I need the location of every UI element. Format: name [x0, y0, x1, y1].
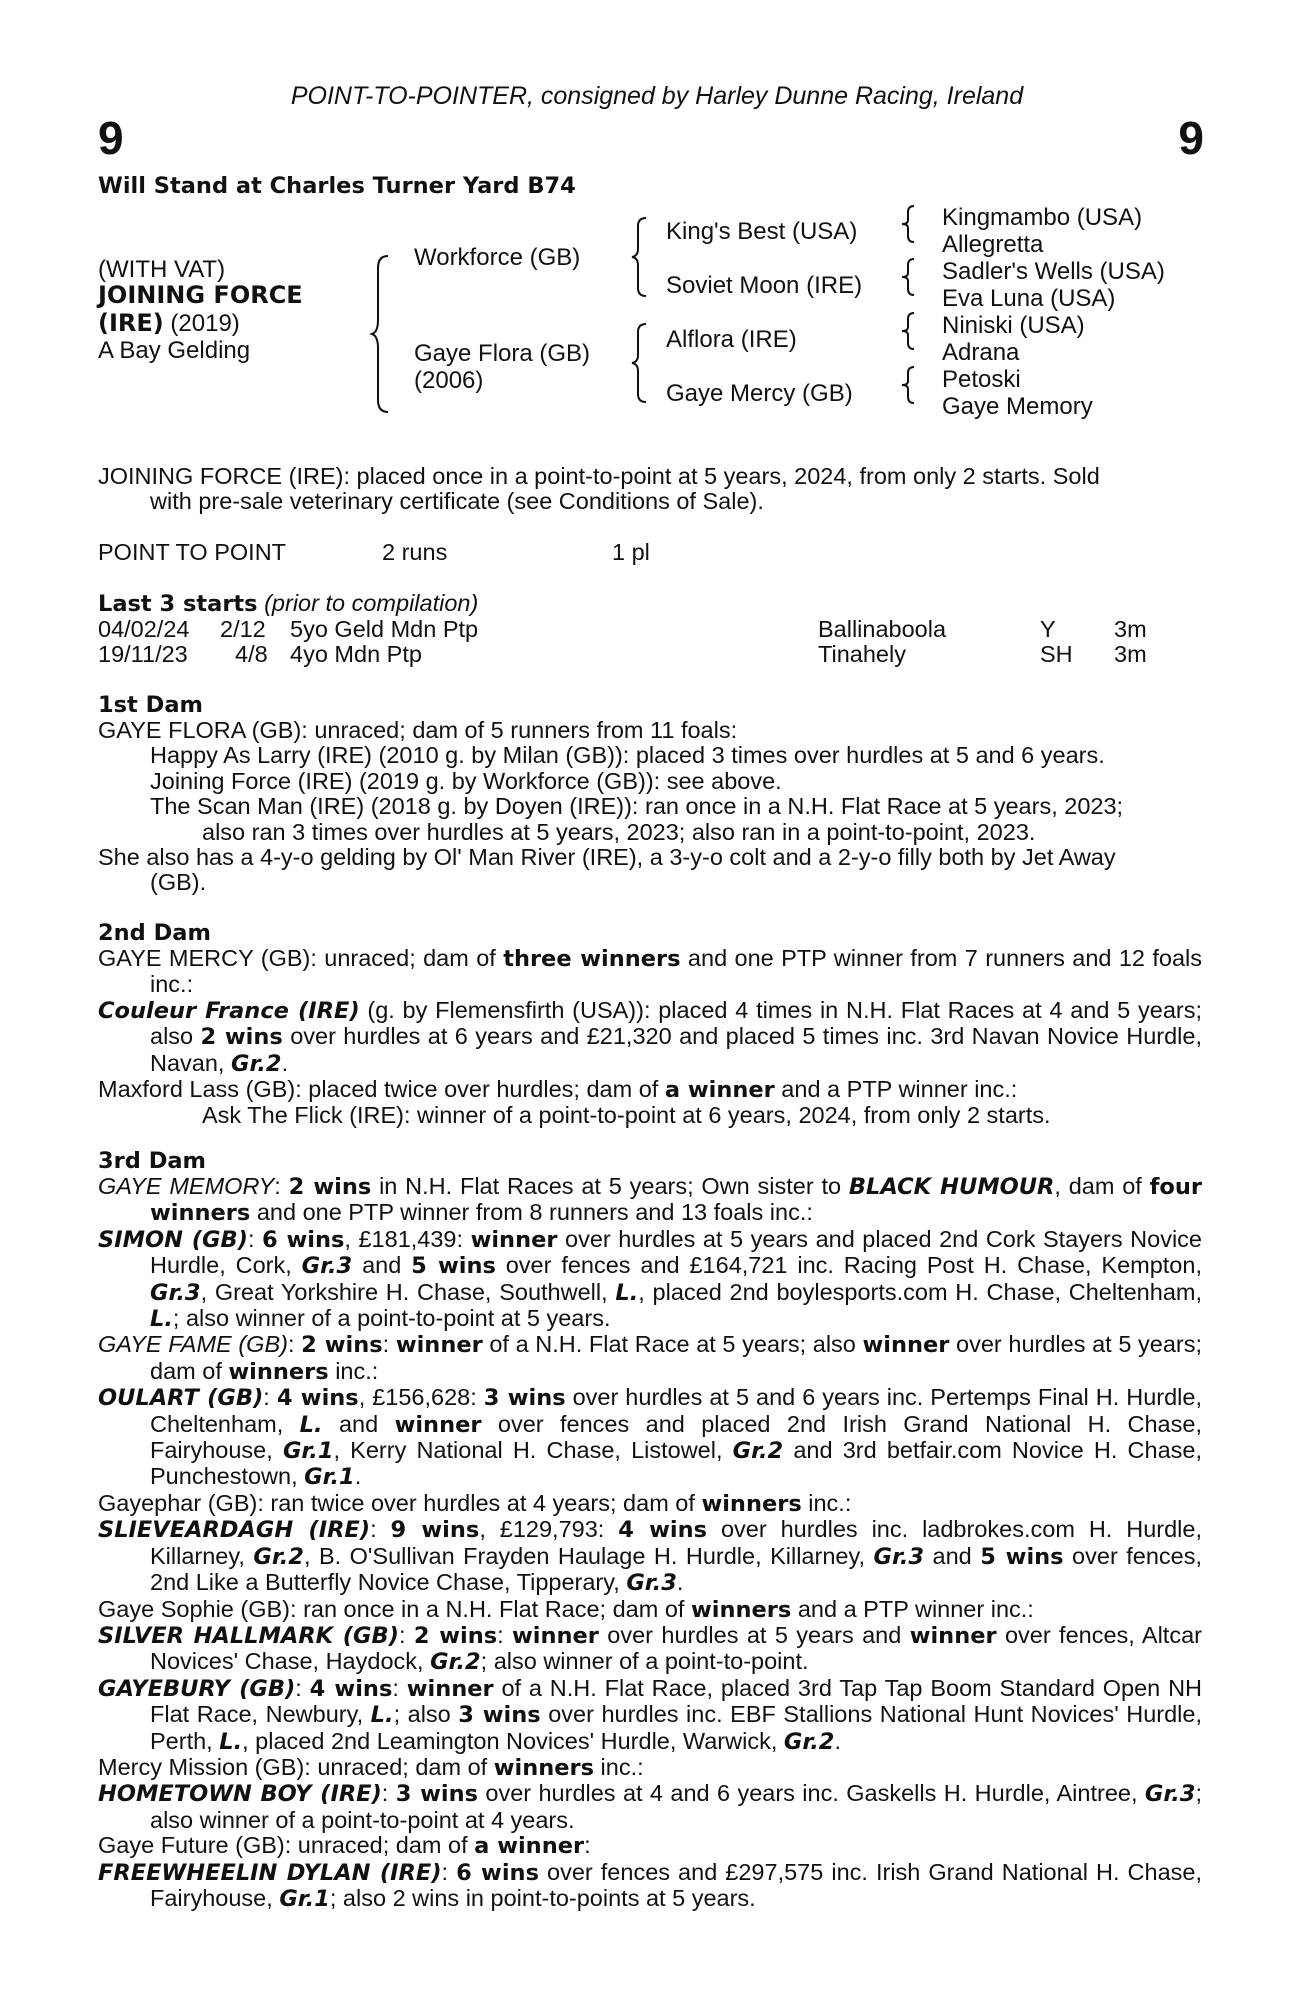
text: over fences and £297,575 inc. Irish Grand National H. Chase, Fairyhouse, — [150, 1858, 1202, 1911]
text: Gaye Sophie (GB): ran once in a N.H. Flat Race; dam of — [98, 1595, 691, 1622]
text: . — [676, 1569, 684, 1596]
text: and 3rd betfair.com Novice H. Chase, Punchestown, — [150, 1437, 1202, 1490]
progeny-gaye-sophie — [98, 1597, 1202, 1623]
lot-number-right: 9 — [1178, 112, 1204, 164]
grade: Gr.1 — [279, 1885, 330, 1912]
horse-name: FREEWHEELIN DYLAN (IRE) — [98, 1859, 442, 1886]
text: in N.H. Flat Races at 5 years; Own sister to — [371, 1173, 849, 1199]
grandprogeny-hometown-boy — [98, 1781, 1202, 1833]
horse-name: OULART (GB) — [98, 1385, 264, 1412]
first-dam-progeny: The Scan Man (IRE) (2018 g. by Doyen (IRE)): ran once in a N.H. Flat Race at 5 years, 2023; — [150, 793, 1124, 820]
pedigree-brace-sd — [902, 257, 916, 297]
text-bold: 3 wins — [483, 1385, 566, 1412]
pedigree-sire-dam: Soviet Moon (IRE) — [666, 272, 863, 299]
text: : — [263, 1384, 277, 1411]
text-bold: 4 wins — [309, 1675, 393, 1702]
grade: Gr.2 — [430, 1649, 481, 1676]
start-position: 4/8 — [235, 641, 268, 667]
text: inc.: — [801, 1489, 852, 1516]
text: , Great Yorkshire H. Chase, Southwell, — [200, 1278, 616, 1305]
progeny-gayephar — [98, 1491, 1202, 1517]
text: , £181,439: — [344, 1225, 471, 1252]
horse-name: SLIEVEARDAGH (IRE) — [98, 1517, 371, 1544]
second-dam-progeny-maxford-lass — [98, 1077, 1202, 1103]
ptp-record-label: POINT TO POINT — [98, 539, 287, 565]
grade: Gr.3 — [626, 1570, 677, 1597]
text: : — [497, 1621, 513, 1648]
text: and a PTP winner inc.: — [791, 1595, 1034, 1622]
text: . — [281, 1049, 289, 1076]
pedigree-dsd: Adrana — [942, 339, 1020, 366]
third-dam-section — [98, 1174, 1202, 1912]
third-dam-heading: 3rd Dam — [98, 1148, 206, 1174]
pedigree-dam-year: (2006) — [414, 367, 484, 394]
text: : — [392, 1674, 407, 1701]
text: and — [924, 1542, 981, 1569]
text-bold: 6 wins — [456, 1859, 539, 1886]
horse-description: A Bay Gelding — [98, 337, 251, 364]
text-bold: winners — [493, 1754, 594, 1781]
text: over hurdles at 5 years and placed 2nd Cork Stayers Novice Hurdle, Cork, — [150, 1225, 1202, 1279]
text: , £156,628: — [358, 1384, 484, 1411]
text: : — [381, 1780, 396, 1807]
horse-name: SIMON (GB) — [98, 1226, 248, 1253]
text: of a N.H. Flat Race, placed 3rd Tap Tap Boom Standard Open NH Flat Race, Newbury, — [150, 1674, 1203, 1728]
first-dam-progeny: Joining Force (IRE) (2019 g. by Workforce (GB)): see above. — [150, 767, 782, 794]
grade: L. — [615, 1279, 639, 1306]
start-course: Ballinaboola — [818, 616, 947, 642]
grade: Gr.2 — [253, 1543, 304, 1570]
grandprogeny-silver-hallmark — [98, 1623, 1202, 1676]
text-bold: winner — [395, 1332, 483, 1359]
text-bold: winner — [406, 1675, 494, 1702]
text-bold: winner — [394, 1411, 482, 1438]
text: ; also winner of a point-to-point. — [480, 1648, 809, 1675]
start-course: Tinahely — [818, 641, 906, 667]
text-bold: winners — [228, 1358, 329, 1385]
start-distance: 3m — [1114, 641, 1147, 667]
start-going: Y — [1040, 616, 1056, 642]
text: . — [834, 1727, 841, 1754]
start-date: 19/11/23 — [98, 641, 188, 667]
text: : — [398, 1621, 414, 1648]
text-bold: 5 wins — [980, 1543, 1064, 1570]
ptp-record-runs: 2 runs — [382, 539, 448, 565]
first-dam-intro: GAYE FLORA (GB): unraced; dam of 5 runners from 11 foals: — [98, 717, 738, 743]
text: : — [274, 1173, 289, 1199]
text: : — [287, 1331, 302, 1358]
text-bold: four winners — [150, 1174, 1203, 1227]
horse-year: (2019) — [163, 310, 240, 337]
dam-name: GAYE MEMORY — [98, 1173, 275, 1199]
first-dam-other-foals: She also has a 4-y-o gelding by Ol' Man River (IRE), a 3-y-o colt and a 2-y-o filly both by Jet Away — [98, 844, 1116, 871]
text: ; also winner of a point-to-point at 5 years. — [172, 1305, 611, 1332]
summary-line: with pre-sale veterinary certificate (see Conditions of Sale). — [150, 488, 764, 515]
grade: L. — [370, 1702, 394, 1729]
text: over hurdles inc. EBF Stallions National Hunt Novices' Hurdle, Perth, — [150, 1701, 1202, 1754]
pedigree-dam-dam: Gaye Mercy (GB) — [666, 380, 853, 407]
text-bold: 3 wins — [458, 1702, 541, 1729]
text: over hurdles at 6 years and £21,320 and placed 5 times inc. 3rd Navan Novice Hurdle, Navan, — [150, 1023, 1202, 1076]
first-dam-section — [98, 718, 1202, 896]
pedigree-ddd: Gaye Memory — [942, 393, 1093, 420]
text: , placed 2nd boylesports.com H. Chase, Cheltenham, — [638, 1278, 1202, 1305]
pedigree-sire: Workforce (GB) — [414, 244, 581, 271]
horse-origin: (IRE) — [98, 309, 164, 337]
start-race: 5yo Geld Mdn Ptp — [290, 616, 479, 642]
pedigree-dam-sire: Alflora (IRE) — [666, 326, 797, 353]
pedigree-dds: Petoski — [942, 366, 1021, 393]
text-bold: 9 wins — [390, 1517, 480, 1544]
text: over hurdles at 5 years and — [598, 1621, 910, 1648]
pedigree-dam: Gaye Flora (GB) — [414, 340, 591, 367]
text: and — [352, 1252, 412, 1279]
text: GAYE MERCY (GB): unraced; dam of — [98, 945, 504, 971]
grandprogeny-ask-the-flick: Ask The Flick (IRE): winner of a point-to-point at 6 years, 2024, from only 2 starts. — [202, 1102, 1051, 1129]
vat-note: (WITH VAT) — [98, 256, 226, 283]
pedigree-sds: Sadler's Wells (USA) — [942, 258, 1165, 285]
start-race: 4yo Mdn Ptp — [290, 641, 422, 667]
third-dam-intro — [98, 1174, 1202, 1227]
start-date: 04/02/24 — [98, 616, 190, 642]
stand-location: Will Stand at Charles Turner Yard B74 — [98, 173, 576, 199]
text-bold: a winner — [474, 1833, 585, 1860]
text-bold: a winner — [664, 1077, 775, 1104]
start-position: 2/12 — [220, 616, 266, 642]
text-bold: 5 wins — [411, 1253, 496, 1280]
pedigree-brace-ss — [902, 204, 916, 244]
pedigree-brace-gen1 — [372, 254, 392, 414]
text: inc.: — [594, 1753, 644, 1780]
text: and one PTP winner from 7 runners and 12 foals inc.: — [150, 945, 1202, 998]
text: , placed 2nd Leamington Novices' Hurdle, Warwick, — [242, 1727, 784, 1754]
dam-name: GAYE FAME (GB) — [98, 1331, 288, 1358]
last-starts-heading — [98, 591, 478, 617]
horse-name: Couleur France (IRE) — [98, 997, 360, 1024]
text: : — [247, 1225, 263, 1252]
text: over hurdles inc. ladbrokes.com H. Hurdle, Killarney, — [150, 1516, 1202, 1569]
text-bold: winner — [909, 1622, 997, 1649]
grade: Gr.3 — [150, 1279, 201, 1306]
pedigree-brace-dd — [902, 365, 916, 405]
first-dam-progeny-cont: also ran 3 times over hurdles at 5 years, 2023; also ran in a point-to-point, 2023. — [202, 818, 1036, 845]
second-dam-intro — [98, 946, 1202, 998]
text: Maxford Lass (GB): placed twice over hurdles; dam of — [98, 1076, 665, 1103]
pedigree-ssd: Allegretta — [942, 231, 1044, 258]
horse-name: BLACK HUMOUR — [848, 1174, 1055, 1200]
grandprogeny-gayebury — [98, 1676, 1202, 1755]
horse-summary — [98, 464, 1202, 515]
horse-name: SILVER HALLMARK (GB) — [98, 1622, 399, 1649]
grandprogeny-oulart — [98, 1385, 1202, 1491]
text-bold: three winners — [503, 946, 681, 972]
text: inc.: — [328, 1357, 379, 1384]
progeny-mercy-mission — [98, 1755, 1202, 1781]
grade: L. — [150, 1306, 173, 1333]
grade: L. — [299, 1411, 323, 1438]
text: and a PTP winner inc.: — [774, 1076, 1018, 1103]
progeny-gaye-future — [98, 1833, 1202, 1859]
text-bold: winner — [470, 1226, 558, 1253]
pedigree-brace-dam — [632, 322, 648, 404]
grade: Gr.1 — [304, 1464, 355, 1491]
text: and one PTP winner from 8 runners and 13 foals inc.: — [250, 1199, 813, 1226]
page-header-title: POINT-TO-POINTER, consigned by Harley Dunne Racing, Ireland — [290, 82, 1024, 110]
pedigree-brace-sire — [632, 216, 648, 298]
text: : — [370, 1516, 391, 1543]
second-dam-progeny-couleur-france — [98, 998, 1202, 1077]
text: : — [295, 1674, 310, 1701]
progeny-gaye-fame — [98, 1332, 1202, 1385]
text: of a N.H. Flat Race at 5 years; also — [482, 1331, 863, 1358]
first-dam-heading: 1st Dam — [98, 692, 203, 718]
grade: Gr.3 — [873, 1543, 925, 1570]
text: ; also — [393, 1701, 459, 1728]
grade: Gr.2 — [783, 1728, 835, 1755]
text-bold: winners — [701, 1490, 802, 1517]
progeny-simon — [98, 1227, 1202, 1333]
text: Gayephar (GB): ran twice over hurdles at 4 years; dam of — [98, 1489, 702, 1516]
grade: Gr.2 — [732, 1438, 784, 1465]
start-distance: 3m — [1114, 616, 1147, 642]
pedigree-dss: Niniski (USA) — [942, 312, 1085, 339]
text: over fences and placed 2nd Irish Grand National H. Chase, Fairyhouse, — [150, 1410, 1202, 1464]
horse-name: GAYEBURY (GB) — [98, 1675, 296, 1702]
text: Gaye Future (GB): unraced; dam of — [98, 1832, 475, 1859]
last-starts-title: Last 3 starts — [98, 591, 258, 617]
grade: Gr.1 — [282, 1438, 334, 1465]
text: over hurdles at 4 and 6 years inc. Gaskells H. Hurdle, Aintree, — [477, 1780, 1145, 1807]
pedigree-sdd: Eva Luna (USA) — [942, 285, 1116, 312]
text: , £129,793: — [479, 1516, 619, 1543]
text-bold: winners — [691, 1596, 792, 1623]
horse-name: HOMETOWN BOY (IRE) — [98, 1781, 382, 1808]
text-bold: 3 wins — [395, 1781, 478, 1808]
text-bold: 4 wins — [276, 1385, 359, 1412]
text-bold: 2 wins — [288, 1174, 372, 1200]
text: over hurdles at 5 and 6 years inc. Pertemps Final H. Hurdle, Cheltenham, — [150, 1384, 1203, 1437]
second-dam-section — [98, 946, 1202, 1129]
text: , B. O'Sullivan Frayden Haulage H. Hurdle, Killarney, — [303, 1542, 874, 1569]
ptp-record-placed: 1 pl — [612, 539, 650, 565]
grandprogeny-freewheelin-dylan — [98, 1860, 1202, 1913]
text: over hurdles at 5 years; dam of — [150, 1331, 1203, 1384]
text: over fences, 2nd Like a Butterfly Novice Chase, Tipperary, — [150, 1542, 1203, 1596]
second-dam-heading: 2nd Dam — [98, 920, 211, 946]
first-dam-progeny: Happy As Larry (IRE) (2010 g. by Milan (GB)): placed 3 times over hurdles at 5 and 6 years. — [150, 742, 1105, 769]
text-bold: 2 wins — [301, 1332, 383, 1359]
text-bold: 2 wins — [413, 1622, 498, 1649]
text: , dam of — [1054, 1173, 1150, 1199]
text: over fences and £164,721 inc. Racing Post H. Chase, Kempton, — [495, 1252, 1202, 1279]
text: . — [354, 1463, 362, 1490]
text: : — [441, 1858, 457, 1885]
text: and — [322, 1410, 395, 1437]
grade: Gr.2 — [231, 1050, 282, 1077]
text-bold: 4 wins — [618, 1517, 708, 1544]
text-bold: 6 wins — [262, 1226, 345, 1253]
pedigree-sire-sire: King's Best (USA) — [666, 218, 858, 245]
horse-name: JOINING FORCE — [98, 281, 303, 309]
text: (g. by Flemensfirth (USA)): placed 4 times in N.H. Flat Races at 4 and 5 years; also — [150, 996, 1202, 1050]
lot-number-left: 9 — [98, 112, 124, 164]
first-dam-other-foals-cont: (GB). — [150, 869, 207, 896]
text: Mercy Mission (GB): unraced; dam of — [98, 1753, 494, 1780]
text-bold: 2 wins — [200, 1024, 283, 1051]
last-starts-note: (prior to compilation) — [257, 590, 479, 616]
text: ; also winner of a point-to-point at 4 years. — [150, 1780, 1202, 1833]
grade: Gr.3 — [301, 1253, 353, 1280]
text: ; also 2 wins in point-to-points at 5 years. — [329, 1884, 756, 1911]
text-bold: winner — [512, 1622, 599, 1649]
text: : — [584, 1832, 591, 1859]
grandprogeny-slieveardagh — [98, 1517, 1202, 1596]
summary-line: JOINING FORCE (IRE): placed once in a point-to-point at 5 years, 2024, from only 2 starts. Sold — [98, 463, 1100, 489]
pedigree-brace-ds — [902, 311, 916, 351]
text: , Kerry National H. Chase, Listowel, — [333, 1437, 733, 1464]
pedigree-sss: Kingmambo (USA) — [942, 204, 1143, 231]
text: over fences, Altcar Novices' Chase, Haydock, — [150, 1621, 1202, 1675]
start-going: SH — [1040, 641, 1073, 667]
horse-origin-year — [98, 310, 240, 337]
grade: Gr.3 — [1144, 1781, 1196, 1808]
text-bold: winner — [862, 1332, 950, 1359]
text: : — [382, 1331, 396, 1358]
grade: L. — [219, 1728, 243, 1755]
